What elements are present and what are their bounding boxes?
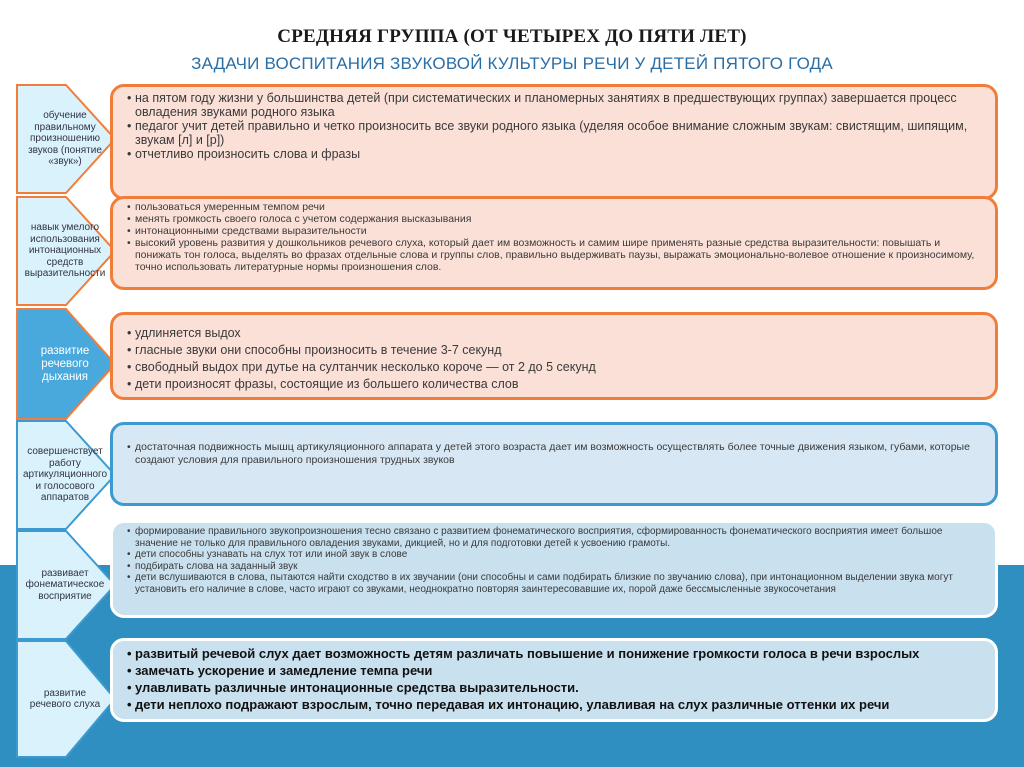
section-content	[110, 520, 998, 618]
page-title: СРЕДНЯЯ ГРУППА (ОТ ЧЕТЫРЕХ ДО ПЯТИ ЛЕТ)	[277, 26, 747, 47]
list-item: • интонационными средствами выразительности	[127, 225, 981, 237]
section-chevron	[16, 530, 116, 640]
list-item: • дети неплохо подражают взрослым, точно передавая их интонацию, улавливая на слух различные оттенки их речи	[127, 696, 981, 713]
list-item: • на пятом году жизни у большинства детей (при систематических и планомерных занятиях в предшествующих группах) завершается процесс овладения звуками родного языка	[127, 91, 981, 119]
list-item: • улавливать различные интонационные средства выразительности.	[127, 679, 981, 696]
section-chevron	[16, 196, 116, 306]
section-label: развитие речевого слуха	[29, 687, 101, 710]
list-item: • гласные звуки они способны произносить в течение 3-7 секунд	[127, 342, 981, 359]
section-chevron	[16, 84, 116, 194]
list-item: • педагог учит детей правильно и четко произносить все звуки родного языка (уделяя особое внимание сложным звукам: свистящим, шипящим, звукам [л] и [р])	[127, 119, 981, 147]
section-chevron	[16, 308, 116, 420]
list-item: • замечать ускорение и замедление темпа речи	[127, 662, 981, 679]
page-subtitle: ЗАДАЧИ ВОСПИТАНИЯ ЗВУКОВОЙ КУЛЬТУРЫ РЕЧИ У ДЕТЕЙ ПЯТОГО ГОДА	[191, 54, 833, 73]
list-item: • подбирать слова на заданный звук	[127, 561, 981, 573]
section-content	[110, 422, 998, 506]
section-content	[110, 312, 998, 400]
list-item: • развитый речевой слух дает возможность детям различать повышение и понижение громкости голоса в речи взрослых	[127, 645, 981, 662]
list-item: • формирование правильного звукопроизношения тесно связано с развитием фонематического восприятия, сформированность фонематического восприятия имеет большое значение не только для правильного овладения звуками, дикцией, но и для подготовки детей к усвоению грамоты.	[127, 526, 981, 549]
section-content	[110, 84, 998, 200]
list-item: • пользоваться умеренным темпом речи	[127, 201, 981, 213]
section-content	[110, 196, 998, 290]
list-item: • достаточная подвижность мышц артикуляционного аппарата у детей этого возраста дает им возможность осуществлять более точные движения языком, губами, которые создают условия для правильного произношения трудных звуков	[127, 441, 981, 467]
list-item: • отчетливо произносить слова и фразы	[127, 147, 981, 161]
section-label: навык умелого использования интонационных средств выразительности	[24, 222, 106, 280]
list-item: • дети произносят фразы, состоящие из большего количества слов	[127, 376, 981, 393]
list-item: • высокий уровень развития у дошкольников речевого слуха, который дает им возможность и самим шире применять разные средства выразительности: повышать и понижать тон голоса, выделять во фразах отдельные слова и группы слов, правильно выдерживать паузы, выражать эмоционально-волевое отношение к произносимому, точно использовать литературные нормы произношения слов.	[127, 237, 981, 273]
section-label: обучение правильному произношению звуков (понятие «звук»)	[28, 110, 102, 168]
list-item: • дети способны узнавать на слух тот или иной звук в слове	[127, 549, 981, 561]
list-item: • дети вслушиваются в слова, пытаются найти сходство в их звучании (они способны и сами подбирать близкие по звучанию слова), при интонационном выделении звука могут установить его наличие в слове, часто играют со звуками, неоднократно повторяя заинтересовавшие их, порой даже бессмысленные звукосочетания	[127, 572, 981, 595]
section-label: развитие речевого дыхания	[40, 344, 90, 383]
list-item: • свободный выдох при дутье на султанчик несколько короче — от 2 до 5 секунд	[127, 359, 981, 376]
section-label: развивает фонематическое восприятие	[25, 567, 105, 602]
list-item: • менять громкость своего голоса с учетом содержания высказывания	[127, 213, 981, 225]
section-chevron	[16, 640, 116, 758]
section-chevron	[16, 420, 116, 530]
section-content	[110, 638, 998, 722]
section-label: совершенствует работу артикуляционного и голосового аппаратов	[22, 446, 108, 504]
list-item: • удлиняется выдох	[127, 325, 981, 342]
